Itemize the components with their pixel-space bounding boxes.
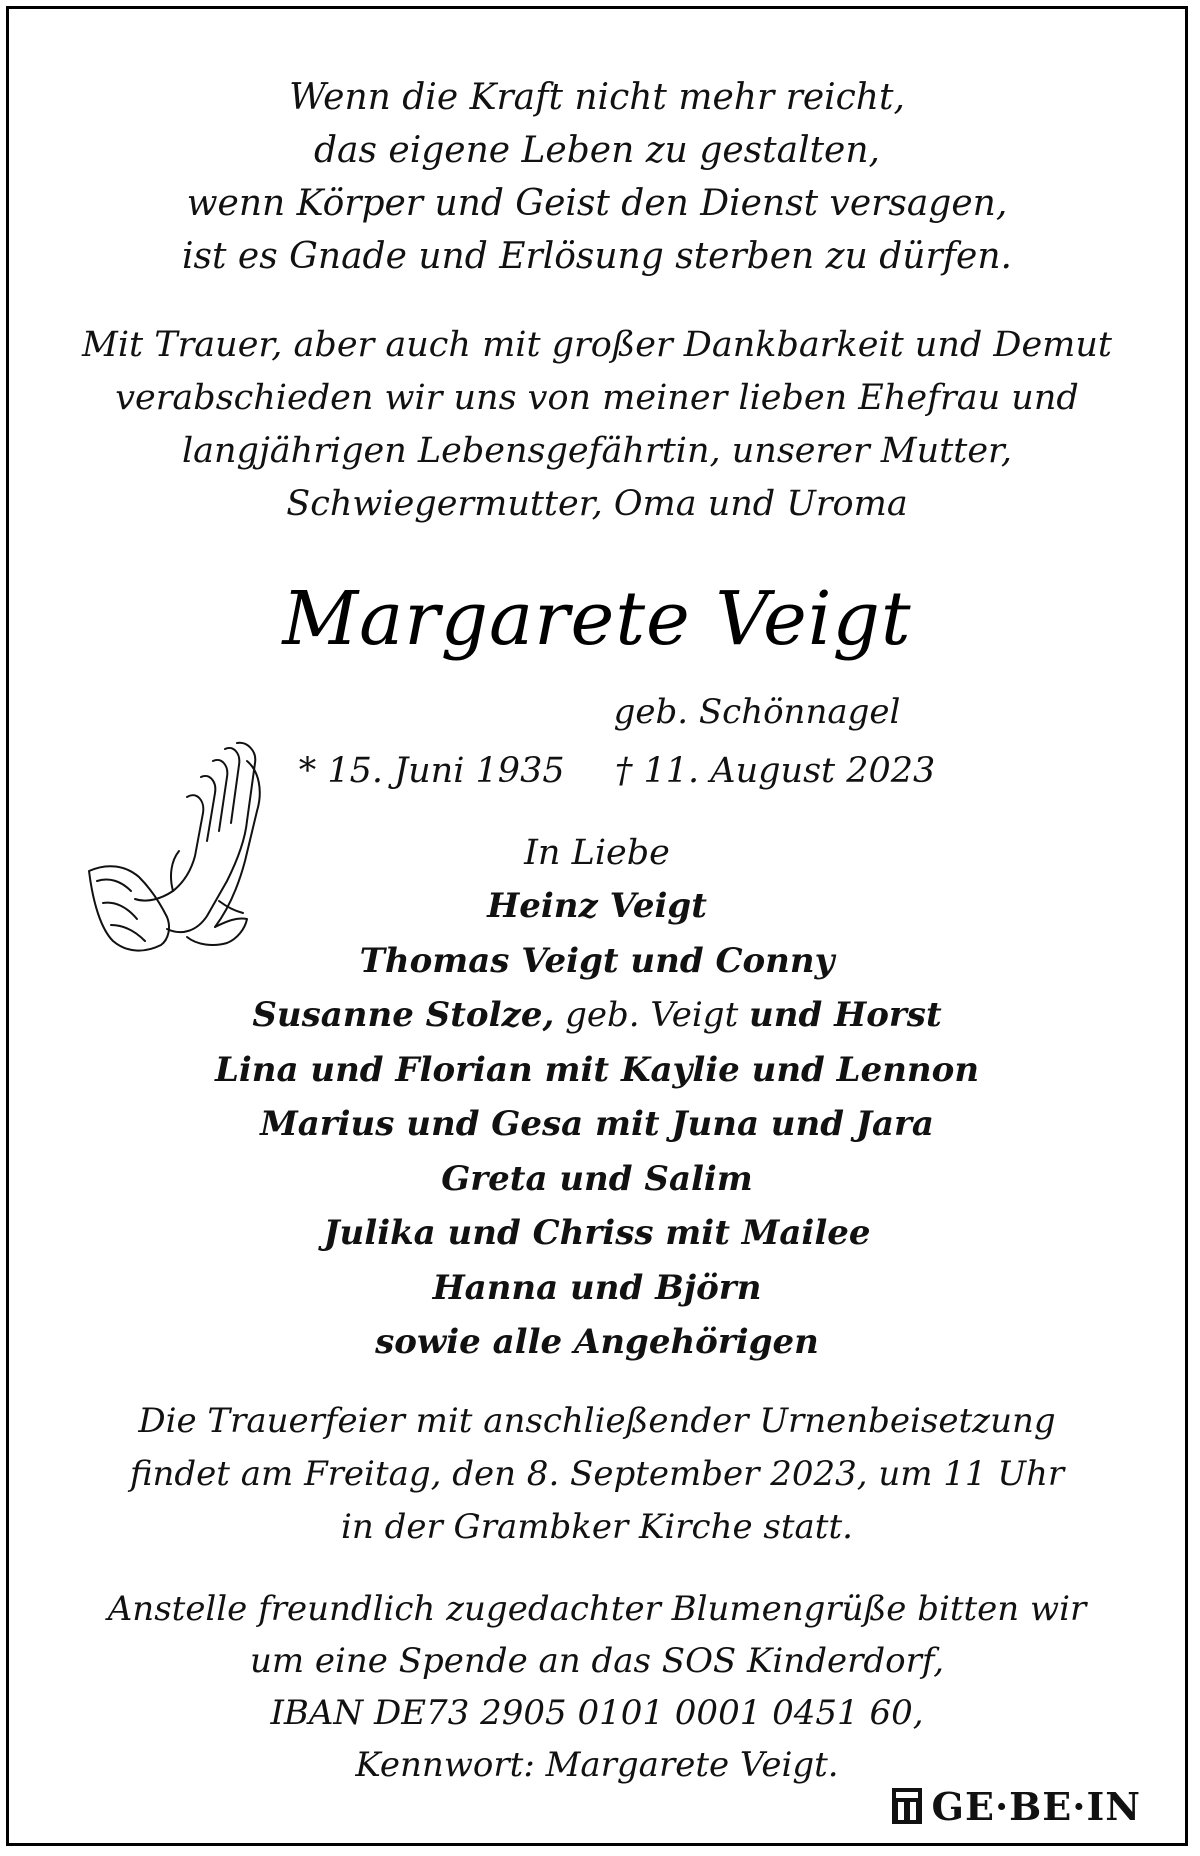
death-date: † 11. August 2023 <box>614 751 936 791</box>
mourner-line: Hanna und Björn <box>432 1267 762 1308</box>
ceremony-line: in der Grambker Kirche statt. <box>341 1507 853 1547</box>
ceremony-line: Die Trauerfeier mit anschließender Urnenbeisetzung <box>138 1401 1056 1441</box>
in-love-label: In Liebe <box>524 833 670 873</box>
intro-line: verabschieden wir uns von meiner lieben Ehefrau und <box>115 378 1079 418</box>
intro-line: Schwiegermutter, Oma und Uroma <box>286 484 908 524</box>
intro-line: langjährigen Lebensgefährtin, unserer Mutter, <box>181 431 1013 471</box>
donation-line: Anstelle freundlich zugedachter Blumengrüße bitten wir <box>107 1589 1087 1629</box>
deceased-name: Margarete Veigt <box>282 576 912 662</box>
obituary-card <box>6 6 1188 1846</box>
mourner-line <box>9 988 1185 1043</box>
ceremony-info <box>9 1395 1185 1554</box>
mourner-maiden-name: geb. Veigt <box>554 995 750 1035</box>
logo-text: GE·BE·IN <box>931 1783 1141 1829</box>
donation-line: um eine Spende an das SOS Kinderdorf, <box>249 1641 945 1681</box>
verse-line: das eigene Leben zu gestalten, <box>314 130 880 171</box>
intro-text <box>9 319 1185 531</box>
mourner-line: Heinz Veigt <box>487 886 707 926</box>
verse-line: wenn Körper und Geist den Dienst versagen, <box>186 183 1008 224</box>
mourner-line: Greta und Salim <box>441 1158 753 1199</box>
verse <box>9 71 1185 283</box>
publisher-logo <box>890 1783 1141 1829</box>
mourner-line: Thomas Veigt und Conny <box>359 940 835 981</box>
birth-date: * 15. Juni 1935 <box>298 751 565 791</box>
mourner-line: Julika und Chriss mit Mailee <box>323 1213 871 1253</box>
donation-info <box>9 1583 1185 1791</box>
mourner-line: Marius und Gesa mit Juna und Jara <box>260 1104 934 1144</box>
mourners-list <box>9 879 1185 1370</box>
maiden-name: geb. Schönnagel <box>613 692 901 732</box>
building-icon <box>890 1786 924 1826</box>
intro-line: Mit Trauer, aber auch mit großer Dankbarkeit und Demut <box>82 325 1112 365</box>
verse-line: Wenn die Kraft nicht mehr reicht, <box>289 77 905 118</box>
mourner-line: sowie alle Angehörigen <box>375 1322 819 1362</box>
verse-line: ist es Gnade und Erlösung sterben zu dürfen. <box>182 236 1012 277</box>
ceremony-line: findet am Freitag, den 8. September 2023, um 11 Uhr <box>129 1454 1065 1494</box>
donation-line: IBAN DE73 2905 0101 0001 0451 60, <box>270 1693 924 1733</box>
mourner-partner: und Horst <box>749 995 942 1035</box>
donation-line: Kennwort: Margarete Veigt. <box>355 1745 839 1785</box>
mourner-name: Susanne Stolze, <box>252 995 555 1035</box>
mourner-line: Lina und Florian mit Kaylie und Lennon <box>214 1049 980 1090</box>
